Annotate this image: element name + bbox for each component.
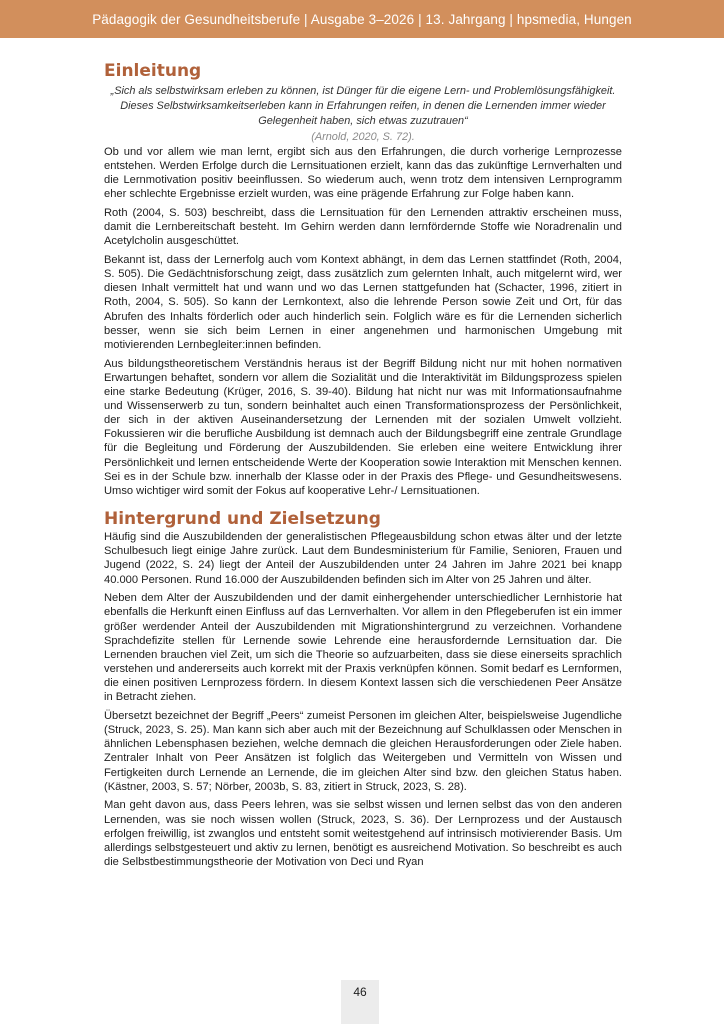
paragraph: Ob und vor allem wie man lernt, ergibt sich aus den Erfahrungen, die durch vorherige Lernprozesse entstehen. Werden Erfolge durch die Lernsituationen erzielt, kann das das zukünftige Lernverhalten und die Lernmotivation positiv beeinflussen. So wiederum auch, wenn trotz dem intensiven Lernprogramm eher schlechte Ergebnisse erzielt wurden, was eine prägende Erfahrung zur Folge haben kann. — [104, 145, 622, 201]
section-heading-einleitung: Einleitung — [104, 61, 202, 81]
paragraph: Neben dem Alter der Auszubildenden und der damit einhergehender unterschiedlicher Lernhistorie hat ebenfalls die Herkunft einen Einfluss auf das Lernverhalten. Vor allem in den Pflegeberufen ist ein immer größer werdender Anteil der Auszubildenden mit Migrationshintergrund zu verzeichnen. Vorhandene Sprachdefizite stellen für Lernende sowie Lehrende eine herausfordernde Lernsituation dar. Die Lernenden brauchen viel Zeit, um sich die Theorie so aufzuarbeiten, dass sie diese einerseits sprachlich verstehen und andererseits auch korrekt mit der Praxis verknüpfen können. Somit bedarf es Lernformen, die einen positiven Lernprozess fördern. In diesem Kontext lassen sich die verschiedenen Peer Ansätze in Betracht ziehen. — [104, 592, 622, 704]
article-body — [104, 58, 622, 874]
running-header — [0, 0, 724, 38]
page-number-box — [341, 980, 379, 1024]
running-title: Pädagogik der Gesundheitsberufe | Ausgabe 3–2026 | 13. Jahrgang | hpsmedia, Hungen — [92, 11, 632, 27]
paragraph: Roth (2004, S. 503) beschreibt, dass die Lernsituation für den Lernenden attraktiv erscheinen muss, damit die Lernbereitschaft besteht. Im Gehirn werden dann lernfördernde Stoffe wie Noradrenalin und Acetylcholin ausgeschüttet. — [104, 206, 622, 248]
quote-text: „Sich als selbstwirksam erleben zu können, ist Dünger für die eigene Lern- und Problemlösungsfähigkeit. Dieses Selbstwirksamkeitserleben kann in Erfahrungen reifen, in denen die Lernenden immer wieder Gelegenheit haben, sich etwas zuzutrauen“ — [110, 85, 616, 128]
paragraph: Übersetzt bezeichnet der Begriff „Peers“ zumeist Personen im gleichen Alter, beispielsweise Jugendliche (Struck, 2023, S. 25). Man kann sich aber auch mit der Bezeichnung auf Schulklassen oder Menschen in ähnlichen Lebensphasen beziehen, welche demnach die gleichen Herausforderungen oder Ziele haben. Zentraler Inhalt von Peer Ansätzen ist folglich das Weitergeben und Vermitteln von Wissen und Fertigkeiten durch Lernende an Lernende, die im gleichen Alter sind bzw. den gleichen Status haben. (Kästner, 2003, S. 57; Nörber, 2003b, S. 83, zitiert in Struck, 2023, S. 28). — [104, 709, 622, 793]
paragraph: Man geht davon aus, dass Peers lehren, was sie selbst wissen und lernen selbst das von den anderen Lernenden, was sie noch wissen wollen (Struck, 2023, S. 36). Der Lernprozess und der Austausch erfolgen freiwillig, ist zwanglos und entsteht somit weitestgehend auf intrinsisch motivierender Basis. Um allerdings selbstgesteuert und aktiv zu lernen, benötigt es ausreichend Motivation. So beschreibt es auch die Selbstbestimmungstheorie der Motivation von Deci und Ryan — [104, 799, 622, 868]
page-number: 46 — [353, 985, 367, 999]
section-heading-hintergrund: Hintergrund und Zielsetzung — [104, 509, 381, 530]
epigraph-quote — [110, 84, 616, 145]
paragraph: Aus bildungstheoretischem Verständnis heraus ist der Begriff Bildung nicht nur mit hohen normativen Erwartungen behaftet, sondern vor allem die Sozialität und die Interaktivität im Bildungsprozess spielen eine starke Bedeutung (Krüger, 2016, S. 39-40). Bildung hat nicht nur was mit Informationsaufnahme und Wissenserwerb zu tun, sondern beinhaltet auch einen Transformationsprozess der Persönlichkeit, der sich in der aktiven Auseinandersetzung der Lernenden mit der sozialen Umwelt vollzieht. Fokussieren wir die berufliche Ausbildung ist demnach auch der Bildungsbegriff eine zentrale Grundlage für die Begleitung und Förderung der Auszubildenden. Sie erleben eine weitere Entwicklung ihrer Persönlichkeit und lernen entscheidende Werte der Kooperation sowie Interaktion mit Menschen kennen. Sei es in der Schule bzw. innerhalb der Klasse oder in der Praxis des Pflege- und Gesundheitswesens. Umso wichtiger wird somit der Fokus auf kooperative Lehr-/ Lernsituationen. — [104, 357, 622, 497]
paragraph: Häufig sind die Auszubildenden der generalistischen Pflegeausbildung schon etwas älter und der letzte Schulbesuch liegt einige Jahre zurück. Laut dem Bundesministerium für Familie, Senioren, Frauen und Jugend (2022, S. 24) liegt der Anteil der Auszubildenden unter 24 Jahren im Jahre 2021 bei knapp 40.000 Personen. Rund 16.000 der Auszubildenden befinden sich im Alter von 25 Jahren und älter. — [104, 531, 622, 586]
quote-source: (Arnold, 2020, S. 72). — [311, 130, 415, 143]
paragraph: Bekannt ist, dass der Lernerfolg auch vom Kontext abhängt, in dem das Lernen stattfindet (Roth, 2004, S. 505). Die Gedächtnisforschung zeigt, dass zusätzlich zum gelernten Inhalt, auch mitgelernt wird, wer diesen Inhalt vermittelt hat und wann und wo das Lernen stattgefunden hat (Schacter, 1996, zitiert in Roth, 2004, S. 505). So kann der Lernkontext, also die lehrende Person sowie Zeit und Ort, für das Abrufen des Inhalts förderlich oder auch hinderlich sein. Folglich wäre es für die Lernenden sicherlich besser, wenn sie sich beim Lernen in einer angenehmen und harmonischen Umgebung mit motivierenden Lernbegleiter:innen befinden. — [104, 253, 622, 351]
